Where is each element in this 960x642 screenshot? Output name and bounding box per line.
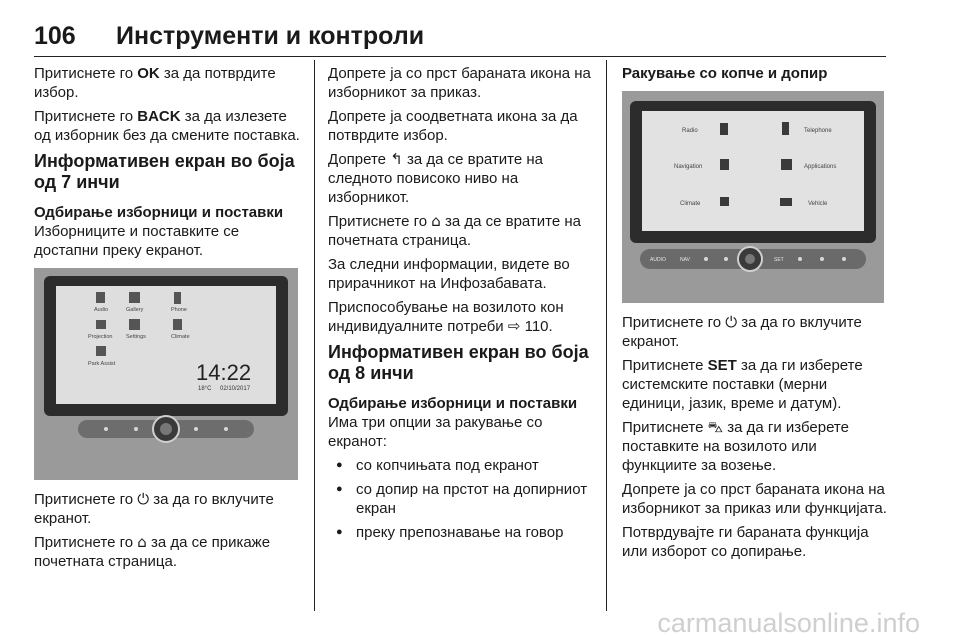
header-rule — [34, 56, 886, 57]
fig1-clock: 14:22 — [196, 360, 252, 385]
fig1-label-audio: Audio — [94, 307, 109, 313]
fig1-label-settings: Settings — [126, 334, 146, 340]
heading-8inch: Информативен екран во боја од 8 инчи — [328, 342, 589, 383]
paragraph-home: Притиснете го ⌂ за да се вратите на почетната страница. — [328, 212, 582, 249]
fig1-label-park-assist: Park Assist — [88, 361, 116, 367]
paragraph-options: Има три опции за ракување со екранот: — [328, 414, 543, 450]
subheading-menus-8: Одбирање изборници и поставки — [328, 395, 578, 412]
page-title: Инструменти и контроли — [116, 22, 425, 50]
paragraph-menus: Изборниците и поставките се достапни преку екранот. — [34, 223, 240, 259]
list-item: ● со копчињата под екранот — [328, 456, 596, 475]
fig1-temperature: 18°C — [198, 386, 212, 392]
column-1 — [34, 64, 302, 576]
heading-7inch: Информативен екран во боја од 7 инчи — [34, 151, 295, 192]
fig2-button-audio: AUDIO — [650, 257, 666, 263]
paragraph-power-7: Притиснете го ⏻ за да го вклучите екранот. — [34, 490, 274, 527]
paragraph-confirm: Допрете ја соодветната икона за да потврдите избор. — [328, 108, 578, 144]
paragraph-back: Притиснете го BACK за да излезете од изборник без да смените поставка. — [34, 108, 300, 144]
reference-arrow-icon: ⇨ — [507, 317, 521, 335]
paragraph-home-7: Притиснете го ⌂ за да се прикаже почетната страница. — [34, 533, 271, 570]
paragraph-touch-icon: Допрете ја со прст бараната икона на изборникот за приказ. — [328, 65, 591, 101]
back-arrow-icon: ↰ — [390, 150, 403, 168]
subheading-menus: Одбирање изборници и поставки — [34, 204, 284, 221]
fig1-label-phone: Phone — [171, 307, 187, 313]
paragraph-back-arrow: Допрете ↰ за да се вратите на следното повисоко ниво на изборникот. — [328, 150, 544, 206]
fig2-label-applications: Applications — [804, 164, 837, 170]
options-list — [328, 456, 596, 542]
figure-8inch-display — [622, 91, 884, 303]
column-divider-1 — [314, 60, 315, 611]
watermark: carmanualsonline.info — [657, 608, 920, 638]
paragraph-touch-icon-8: Допрете ја со прст бараната икона на изборникот за приказ или функцијата. — [622, 481, 887, 517]
fig2-label-climate: Climate — [680, 201, 701, 207]
fig2-label-radio: Radio — [682, 128, 698, 134]
power-icon: ⏻ — [137, 490, 150, 508]
home-icon: ⌂ — [431, 212, 441, 230]
heading-knob-touch: Ракување со копче и допир — [622, 65, 828, 82]
column-3 — [622, 64, 888, 566]
column-2 — [328, 64, 596, 547]
fig1-date: 02/10/2017 — [220, 386, 251, 392]
home-icon: ⌂ — [137, 533, 147, 551]
page-number: 106 — [34, 22, 76, 50]
paragraph-set: Притиснете SET за да ги изберете системските поставки (мерни единици, јазик, време и датум). — [622, 357, 863, 412]
fig2-label-vehicle: Vehicle — [808, 201, 828, 207]
fig2-label-telephone: Telephone — [804, 128, 832, 134]
fig1-label-projection: Projection — [88, 334, 113, 340]
fig1-label-climate: Climate — [171, 334, 190, 340]
power-icon: ⏻ — [725, 313, 738, 331]
fig2-button-set: SET — [774, 257, 784, 263]
paragraph-ok: Притиснете го OK за да потврдите избор. — [34, 65, 276, 101]
column-divider-2 — [606, 60, 607, 611]
fig1-label-gallery: Gallery — [126, 307, 144, 313]
list-item: ● со допир на прстот на допирниот екран — [328, 480, 596, 518]
paragraph-confirm-8: Потврдувајте ги бараната функција или изборот со допирање. — [622, 524, 869, 560]
figure-7inch-display — [34, 268, 298, 480]
paragraph-personalization: Приспособување на возилото кон индивидуалните потреби ⇨ 110. — [328, 299, 564, 335]
list-item: ● преку препознавање на говор — [328, 523, 596, 542]
paragraph-more-info: За следни информации, видете во прирачникот на Инфозабавата. — [328, 256, 570, 292]
paragraph-power-8: Притиснете го ⏻ за да го вклучите екранот. — [622, 313, 862, 350]
fig2-label-navigation: Navigation — [674, 164, 703, 170]
page-header — [34, 22, 886, 54]
fig2-button-nav: NAV — [680, 257, 690, 263]
car-icon: ⛍ — [707, 418, 724, 436]
paragraph-vehicle-settings: Притиснете ⛍ за да ги изберете поставките на возилото или функциите за возење. — [622, 418, 849, 474]
